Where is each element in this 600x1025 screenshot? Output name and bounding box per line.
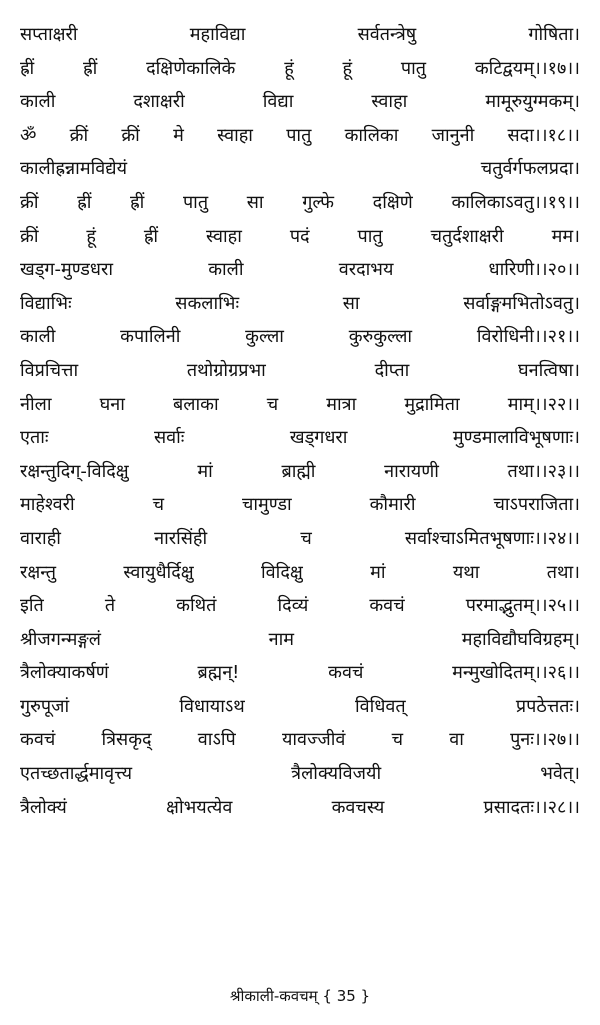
page-footer: श्रीकाली-कवचम् { 35 } <box>229 987 371 1005</box>
verse-line <box>20 287 580 321</box>
verse-word: वाऽपि <box>197 729 236 751</box>
verse-word: गोषिता। <box>528 24 580 45</box>
verse-word: च <box>391 729 404 751</box>
verse-word: ते <box>104 595 116 617</box>
verse-word: खड्गधरा <box>289 427 348 449</box>
verse-word: मां <box>370 561 386 583</box>
verse-word: जानुनी <box>431 124 475 146</box>
verse-word: क्रीं <box>121 124 140 146</box>
verse-word: रक्षन्तु <box>20 561 57 583</box>
verse-word: कवचं <box>20 729 56 751</box>
verse-word: दक्षिणे <box>372 191 413 213</box>
verse-line <box>20 723 580 757</box>
verse-word: सा <box>246 191 264 213</box>
verse-line <box>20 556 580 590</box>
verse-word: मुद्रामिता <box>404 393 460 415</box>
verse-word: सर्वाश्चाऽमितभूषणाः।।२४।। <box>404 527 580 549</box>
verse-line <box>20 388 580 422</box>
verse-word: वा <box>449 729 464 751</box>
verse-word: चतुर्वर्गफलप्रदा। <box>480 158 580 180</box>
verse-word: नारायणी <box>384 460 439 482</box>
verse-word: यावज्जीवं <box>281 729 346 751</box>
verse-word: खड्ग-मुण्डधरा <box>20 259 114 281</box>
verse-word: गुरुपूजां <box>20 695 70 717</box>
verse-word: सर्वाः <box>153 427 185 449</box>
verse-word: चामुण्डा <box>241 494 292 516</box>
verse-word: तथा।।२३।। <box>507 460 580 482</box>
verse-word: कालिका <box>344 124 399 146</box>
verse-word: माहेश्वरी <box>20 494 75 516</box>
verse-word: पुनः।।२७।। <box>510 729 580 751</box>
verse-word: मामूरुयुग्मकम्। <box>485 91 580 113</box>
verse-word: कौमारी <box>369 494 416 516</box>
verse-line <box>20 152 580 186</box>
verse-word: क्रीं <box>20 225 39 247</box>
verse-word: श्रीजगन्मङ्गलं <box>20 628 101 650</box>
verse-word: भवेत्। <box>540 763 580 785</box>
verse-block <box>20 18 580 824</box>
verse-word: यथा <box>452 561 480 583</box>
verse-word: बलाका <box>172 393 219 415</box>
verse-word: च <box>300 527 312 549</box>
verse-word: चतुर्दशाक्षरी <box>430 225 504 247</box>
verse-word: पातु <box>286 124 312 146</box>
verse-word: विधिवत् <box>355 695 406 717</box>
verse-word: ह्रीं <box>130 191 145 213</box>
verse-word: क्रीं <box>69 124 89 146</box>
verse-line <box>20 421 580 455</box>
verse-line <box>20 656 580 690</box>
verse-word: दक्षिणेकालिके <box>146 57 236 79</box>
verse-word: दिव्यं <box>277 595 309 617</box>
verse-word: विदिक्षु <box>260 561 303 583</box>
verse-word: सप्ताक्षरी <box>20 24 78 45</box>
verse-word: दीप्ता <box>374 359 410 381</box>
verse-line <box>20 354 580 388</box>
verse-line <box>20 690 580 724</box>
verse-line <box>20 320 580 354</box>
verse-word: कवचं <box>328 662 364 684</box>
verse-word: ब्रह्मन्! <box>197 662 240 684</box>
verse-word: प्रसादतः।।२८।। <box>483 796 580 818</box>
verse-word: पातु <box>182 191 209 213</box>
verse-word: च <box>266 393 279 415</box>
verse-line <box>20 522 580 556</box>
verse-word: सकलाभिः <box>175 292 240 314</box>
verse-word: ब्राह्मी <box>281 460 316 482</box>
verse-word: हूं <box>342 57 353 79</box>
verse-word: पदं <box>289 225 310 247</box>
verse-word: त्रिसकृद् <box>101 729 152 751</box>
verse-line <box>20 488 580 522</box>
verse-word: ह्रीं <box>20 57 35 79</box>
verse-word: कटिद्वयम्।।१७।। <box>474 57 580 79</box>
verse-line <box>20 220 580 254</box>
verse-word: चाऽपराजिता। <box>493 494 580 516</box>
verse-word: नाम <box>268 628 295 650</box>
verse-word: महाविद्यौघविग्रहम्। <box>461 628 580 650</box>
verse-word: धारिणी।।२०।। <box>488 259 580 281</box>
verse-word: इति <box>20 595 44 617</box>
verse-word: मन्मुखोदितम्।।२६।। <box>452 662 580 684</box>
verse-word: मात्रा <box>326 393 357 415</box>
verse-line <box>20 85 580 119</box>
verse-line <box>20 757 580 791</box>
verse-word: कुल्ला <box>245 326 284 348</box>
verse-line <box>20 186 580 220</box>
verse-word: रक्षन्तुदिग्-विदिक्षु <box>20 460 129 482</box>
verse-word: स्वाहा <box>217 124 253 146</box>
verse-line <box>20 18 580 52</box>
verse-word: मां <box>197 460 213 482</box>
verse-word: क्रीं <box>20 191 39 213</box>
verse-word: विद्याभिः <box>20 292 72 314</box>
verse-word: हूं <box>284 57 294 79</box>
verse-word: काली <box>208 259 244 281</box>
verse-word: वाराही <box>20 527 61 549</box>
verse-word: तथा। <box>546 561 580 583</box>
verse-word: हूं <box>86 225 96 247</box>
verse-word: महाविद्या <box>189 24 246 45</box>
verse-word: वरदाभय <box>338 259 394 281</box>
verse-line <box>20 119 580 153</box>
verse-word: सर्वतन्त्रेषु <box>357 24 417 45</box>
verse-word: कालीह्रन्नामविद्येयं <box>20 158 128 180</box>
verse-word: क्षोभयत्येव <box>166 796 233 818</box>
verse-line <box>20 589 580 623</box>
verse-word: सा <box>342 292 360 314</box>
verse-word: काली <box>20 326 56 348</box>
verse-line <box>20 52 580 86</box>
verse-word: त्रैलोक्याकर्षणं <box>20 662 109 684</box>
verse-word: दशाक्षरी <box>133 91 185 113</box>
verse-word: स्वाहा <box>206 225 242 247</box>
verse-line <box>20 623 580 657</box>
verse-word: तथोग्रोग्रप्रभा <box>186 359 266 381</box>
verse-word: सदा।।१८।। <box>507 124 580 146</box>
verse-word: त्रैलोक्यं <box>20 796 67 818</box>
verse-word: विद्या <box>262 91 294 113</box>
verse-word: गुल्फे <box>302 191 334 213</box>
verse-word: कथितं <box>176 595 217 617</box>
verse-word: च <box>152 494 165 516</box>
verse-word: मम। <box>551 225 580 247</box>
verse-word: विधायाऽथ <box>179 695 245 717</box>
verse-word: परमाद्भुतम्।।२५।। <box>465 595 580 617</box>
verse-word: एताः <box>20 427 49 449</box>
verse-word: ॐ <box>20 124 37 146</box>
verse-word: घनत्विषा। <box>518 359 580 381</box>
verse-word: काली <box>20 91 56 113</box>
verse-word: माम्।।२२।। <box>507 393 580 415</box>
verse-word: कवचं <box>369 595 405 617</box>
verse-word: त्रैलोक्यविजयी <box>291 763 382 785</box>
verse-word: घना <box>99 393 125 415</box>
verse-line <box>20 253 580 287</box>
verse-word: मे <box>173 124 184 146</box>
verse-word: सर्वाङ्गमभितोऽवतु। <box>463 292 580 314</box>
verse-word: एतच्छतार्द्धमावृत्त्य <box>20 763 133 785</box>
verse-word: कवचस्य <box>331 796 385 818</box>
verse-word: पातु <box>357 225 383 247</box>
verse-line <box>20 791 580 825</box>
verse-word: पातु <box>400 57 427 79</box>
verse-word: ह्रीं <box>143 225 159 247</box>
verse-word: कुरुकुल्ला <box>348 326 413 348</box>
verse-word: ह्रीं <box>83 57 98 79</box>
verse-word: कालिकाऽवतु।।१९।। <box>451 191 580 213</box>
verse-word: नीला <box>20 393 52 415</box>
verse-word: मुण्डमालाविभूषणाः। <box>452 427 580 449</box>
verse-word: ह्रीं <box>77 191 92 213</box>
verse-word: कपालिनी <box>120 326 181 348</box>
verse-word: प्रपठेत्ततः। <box>515 695 580 717</box>
verse-word: स्वायुधैर्दिक्षु <box>123 561 194 583</box>
verse-word: विरोधिनी।।२१।। <box>476 326 580 348</box>
verse-word: नारसिंही <box>154 527 208 549</box>
verse-word: स्वाहा <box>371 91 408 113</box>
verse-line <box>20 455 580 489</box>
verse-word: विप्रचित्ता <box>20 359 79 381</box>
